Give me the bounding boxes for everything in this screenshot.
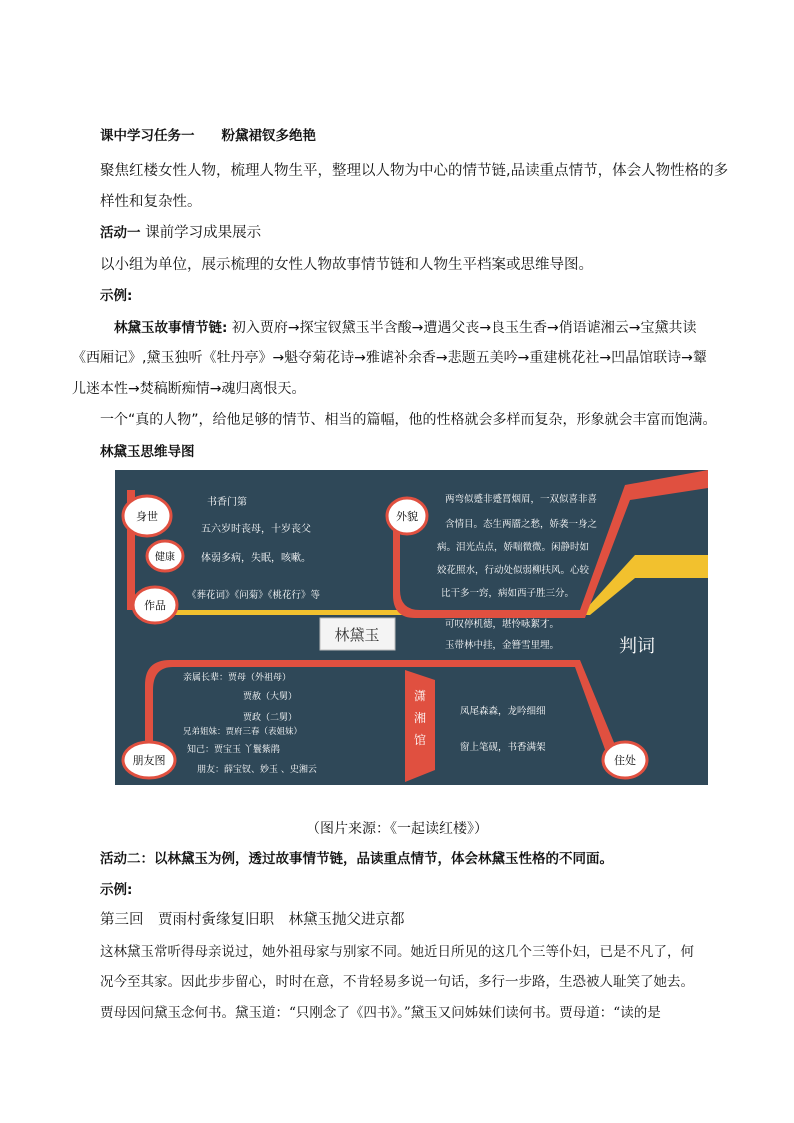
chapter3-title: 第三回 贾雨村夤缘复旧职 林黛玉抛父进京都 — [100, 912, 405, 928]
family-text-6: 朋友：薛宝钗、妙玉 、史湘云 — [197, 765, 317, 775]
zuopin-text: 《葬花词》《问菊》《桃花行》等 — [187, 590, 321, 601]
panci-text-1: 可叹停机德，堪怜咏絮才。 — [445, 619, 560, 630]
intro-paragraph-line2: 样性和复杂性。 — [100, 194, 202, 210]
story-chain-line2: 《西厢记》,黛玉独听《牡丹亭》→魁夺菊花诗→雅谑补余香→悲题五美吟→重建桃花社→凹晶馆联诗→颦 — [72, 350, 707, 366]
center-node: 林黛玉 — [334, 626, 380, 644]
shenshi-text-1: 书香门第 — [207, 497, 247, 508]
activity1-title: 课前学习成果展示 — [145, 225, 262, 241]
svg-text:住处: 住处 — [614, 754, 636, 767]
story-chain-text: 初入贾府→探宝钗黛玉半含酸→遭遇父丧→良玉生香→俏语谑湘云→宝黛共读 — [231, 320, 697, 336]
family-text-2: 贾赦（大舅） — [243, 692, 298, 702]
svg-text:健康: 健康 — [155, 552, 175, 563]
family-text-1: 亲属长辈：贾母（外祖母） — [183, 673, 292, 683]
mindmap-image — [115, 470, 708, 785]
waimao-text-5: 比干多一窍，病如西子胜三分。 — [441, 588, 575, 599]
xiaoxiangguan-char-2: 湘 — [413, 711, 427, 725]
node-jiankang — [147, 541, 183, 571]
node-zuopin — [133, 587, 177, 623]
node-panci: 判词 — [619, 636, 655, 657]
residence-text-2: 窗上笔砚，书香满架 — [460, 742, 546, 753]
family-text-4: 兄弟姐妹：贾府三春（表姐妹） — [183, 727, 303, 737]
node-pengyou — [123, 742, 175, 778]
real-person-note: 一个“真的人物”，给他足够的情节、相当的篇幅，他的性格就会多样而复杂，形象就会丰富而饱满。 — [100, 412, 717, 428]
family-text-5: 知己：贾宝玉 丫鬟紫鹃 — [187, 745, 280, 755]
xiaoxiangguan-char-3: 馆 — [413, 733, 427, 747]
quote-line3: 贾母因问黛玉念何书。黛玉道：“只刚念了《四书》。”黛玉又问姊妹们读何书。贾母道：“读的是 — [100, 1005, 661, 1021]
story-chain-line1 — [114, 316, 697, 337]
family-text-3: 贾政（二舅） — [243, 713, 298, 723]
svg-text:作品: 作品 — [144, 599, 166, 612]
shenshi-text-2: 五六岁时丧母，十岁丧父 — [201, 524, 311, 535]
activity1-label: 活动一 — [100, 225, 141, 241]
image-source-caption: （图片来源：《一起读红楼》） — [306, 821, 488, 837]
xiaoxiangguan-char-1: 潇 — [413, 689, 427, 703]
example-label: 示例: — [100, 288, 133, 304]
task-title: 课中学习任务一 粉黛裙钗多绝艳 — [100, 128, 316, 144]
node-waimao — [387, 498, 427, 534]
quote-line1: 这林黛玉常听得母亲说过，她外祖母家与别家不同。她近日所见的这几个三等仆妇，已是不凡了，何 — [100, 944, 694, 960]
node-zhuchu — [603, 742, 647, 778]
jiankang-text: 体弱多病，失眠，咳嗽。 — [201, 553, 311, 564]
svg-text:身世: 身世 — [136, 510, 158, 523]
story-chain-label: 林黛玉故事情节链: — [114, 320, 228, 336]
activity2-heading: 活动二：以林黛玉为例，透过故事情节链，品读重点情节，体会林黛玉性格的不同面。 — [100, 851, 613, 867]
activity1-description: 以小组为单位，展示梳理的女性人物故事情节链和人物生平档案或思维导图。 — [100, 257, 593, 273]
panci-text-2: 玉带林中挂，金簪雪里埋。 — [445, 640, 560, 651]
mindmap-title: 林黛玉思维导图 — [100, 444, 195, 460]
xiaoxiangguan-tag — [405, 670, 435, 782]
svg-text:外貌: 外貌 — [396, 510, 418, 523]
waimao-text-2: 含情目。态生两靥之愁，娇袭一身之 — [445, 519, 598, 530]
activity1-heading — [100, 221, 261, 242]
story-chain-line3: 儿迷本性→焚稿断痴情→魂归离恨天。 — [72, 381, 306, 397]
residence-text-1: 凤尾森森，龙吟细细 — [460, 706, 546, 717]
waimao-text-3: 病。泪光点点，娇喘微微。闲静时如 — [437, 542, 590, 553]
quote-line2: 况今至其家。因此步步留心，时时在意，不肯轻易多说一句话，多行一步路，生恐被人耻笑了她去。 — [100, 974, 694, 990]
waimao-text-4: 姣花照水，行动处似弱柳扶风。心较 — [437, 565, 590, 576]
intro-paragraph-line1: 聚焦红楼女性人物，梳理人物生平，整理以人物为中心的情节链,品读重点情节，体会人物性格的多 — [100, 163, 729, 179]
example-label-2: 示例: — [100, 882, 133, 898]
node-shenshi — [123, 496, 171, 536]
svg-text:朋友图: 朋友图 — [132, 754, 166, 767]
waimao-text-1: 两弯似蹙非蹙罥烟眉，一双似喜非喜 — [445, 494, 598, 505]
